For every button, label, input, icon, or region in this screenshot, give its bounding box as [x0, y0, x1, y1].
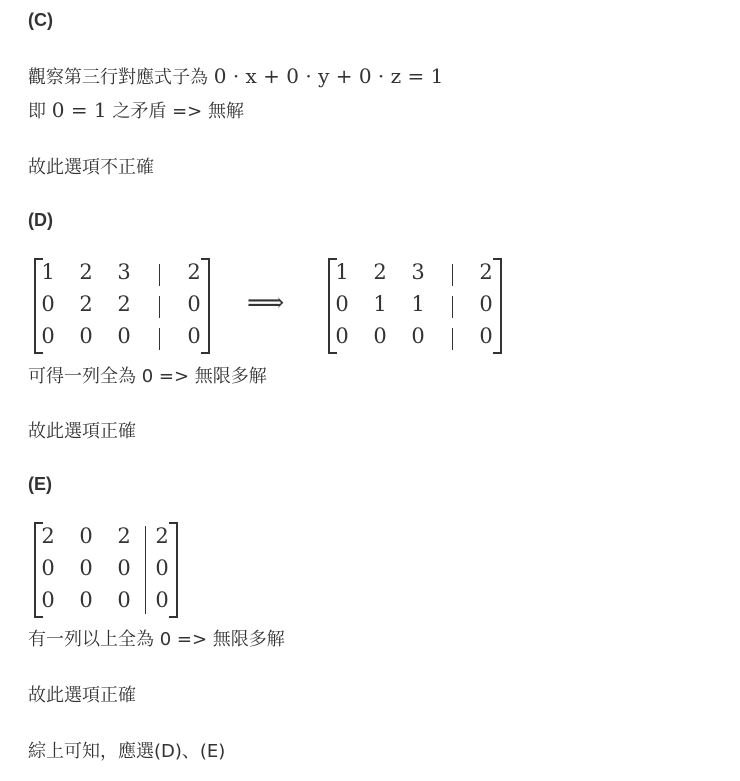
summary-answer: 綜上可知，應選(D)、(E) [28, 741, 226, 762]
matrix-cell: 0 [479, 324, 493, 348]
matrix-cell: 0 [479, 292, 493, 316]
matrix-cell: 2 [79, 292, 93, 316]
section-e-conclusion: 故此選項正確 [28, 685, 136, 706]
augment-bar [452, 264, 453, 286]
matrix-cell: 3 [117, 260, 131, 284]
matrix-cell: 0 [187, 292, 201, 316]
matrix-cell: 0 [187, 324, 201, 348]
matrix-d-before [34, 258, 210, 354]
matrix-cell: 0 [155, 588, 169, 612]
matrix-cell: 2 [187, 260, 201, 284]
section-c-heading: (C) [28, 10, 53, 30]
section-c-line1 [28, 63, 443, 89]
matrix-cell: 0 [41, 324, 55, 348]
matrix-cell: 0 [155, 556, 169, 580]
matrix-cell: 0 [41, 588, 55, 612]
section-c-line2-prefix: 即 [28, 101, 52, 122]
section-c-line2-suffix: 之矛盾 => 無解 [106, 101, 244, 122]
matrix-cell: 1 [41, 260, 55, 284]
matrix-d-after [328, 258, 502, 354]
matrix-cell: 2 [117, 524, 131, 548]
matrix-cell: 1 [335, 260, 349, 284]
matrix-cell: 0 [117, 588, 131, 612]
matrix-cell: 2 [479, 260, 493, 284]
matrix-cell: 0 [79, 556, 93, 580]
equation-0-eq-1: 0 = 1 [51, 98, 107, 122]
matrix-cell: 0 [79, 324, 93, 348]
section-d-heading: (D) [28, 210, 53, 230]
matrix-cell: 0 [335, 324, 349, 348]
matrix-cell: 2 [373, 260, 387, 284]
matrix-cell: 0 [41, 556, 55, 580]
section-d-conclusion: 故此選項正確 [28, 421, 136, 442]
section-c-line1-text: 觀察第三行對應式子為 [28, 67, 214, 88]
augment-bar [145, 526, 146, 614]
matrix-cell: 0 [117, 324, 131, 348]
augment-bar [159, 328, 160, 350]
matrix-cell: 2 [117, 292, 131, 316]
matrix-cell: 1 [373, 292, 387, 316]
augment-bar [159, 296, 160, 318]
matrix-cell: 2 [79, 260, 93, 284]
augment-bar [159, 264, 160, 286]
section-d-note: 可得一列全為 0 => 無限多解 [28, 366, 267, 387]
matrix-cell: 0 [79, 524, 93, 548]
augment-bar [452, 296, 453, 318]
matrix-cell: 3 [411, 260, 425, 284]
matrix-cell: 2 [41, 524, 55, 548]
equation-0x-0y-0z-eq-1: 0 · x + 0 · y + 0 · z = 1 [213, 64, 444, 88]
matrix-cell: 0 [411, 324, 425, 348]
matrix-cell: 0 [335, 292, 349, 316]
augment-bar [452, 328, 453, 350]
matrix-cell: 0 [79, 588, 93, 612]
implies-arrow-icon: ⟹ [247, 288, 285, 318]
matrix-cell: 1 [411, 292, 425, 316]
section-c-conclusion: 故此選項不正確 [28, 157, 154, 178]
matrix-cell: 0 [117, 556, 131, 580]
section-e-heading: (E) [28, 474, 52, 494]
matrix-e [34, 522, 178, 618]
section-e-note: 有一列以上全為 0 => 無限多解 [28, 629, 285, 650]
matrix-cell: 2 [155, 524, 169, 548]
matrix-cell: 0 [373, 324, 387, 348]
section-c-line2 [28, 97, 244, 123]
matrix-cell: 0 [41, 292, 55, 316]
